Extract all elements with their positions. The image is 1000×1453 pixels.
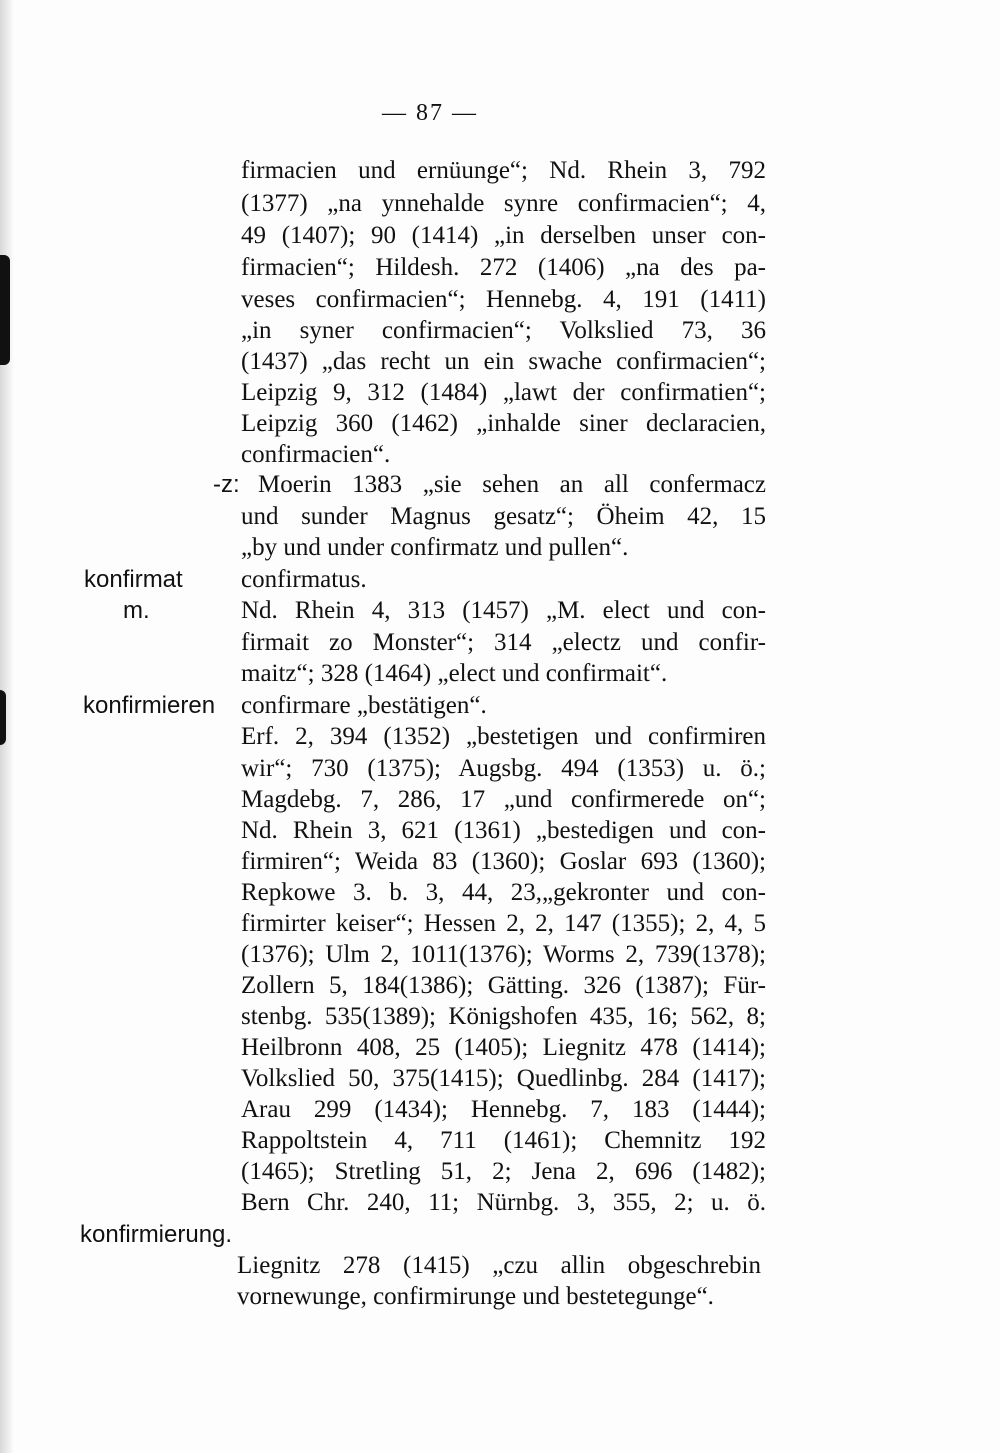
entry-text-line: (1377) „na ynnehalde synre confirmacien“; 4, xyxy=(241,190,766,217)
entry-text-line: Leipzig 360 (1462) „inhalde siner declaracien, xyxy=(241,410,766,437)
entry-text-line: „in syner confirmacien“; Volkslied 73, 36 xyxy=(241,317,766,344)
entry-text-line: confirmacien“. xyxy=(241,441,391,468)
page-number: — 87 — xyxy=(382,100,478,126)
lemma-headword: konfirmierung. xyxy=(80,1221,233,1248)
entry-text-line: firmirter keiser“; Hessen 2, 2, 147 (1355); 2, 4, 5 xyxy=(241,910,766,937)
entry-text-line: veses confirmacien“; Hennebg. 4, 191 (1411) xyxy=(241,286,766,313)
entry-text-line: Repkowe 3. b. 3, 44, 23,„gekronter und con- xyxy=(241,879,766,906)
entry-text-line: maitz“; 328 (1464) „elect und confirmait“. xyxy=(241,660,668,687)
entry-text-line: Heilbronn 408, 25 (1405); Liegnitz 478 (1414); xyxy=(241,1034,766,1061)
entry-text-line: Liegnitz 278 (1415) „czu allin obgeschrebin xyxy=(237,1252,761,1279)
entry-text-line: firmacien“; Hildesh. 272 (1406) „na des pa- xyxy=(241,254,766,281)
binding-mark xyxy=(0,255,10,365)
entry-text-line: Erf. 2, 394 (1352) „bestetigen und confirmiren xyxy=(241,723,766,750)
entry-text-line: Volkslied 50, 375(1415); Quedlinbg. 284 (1417); xyxy=(241,1065,766,1092)
lemma-headword: konfirmat xyxy=(84,566,183,593)
entry-text-line: und sunder Magnus gesatz“; Öheim 42, 15 xyxy=(241,503,766,530)
entry-text-line: 49 (1407); 90 (1414) „in derselben unser con- xyxy=(241,222,766,249)
lemma-headword: konfirmieren xyxy=(83,692,216,719)
entry-text-line: firmait zo Monster“; 314 „electz und confir- xyxy=(241,629,766,656)
entry-text-line: wir“; 730 (1375); Augsbg. 494 (1353) u. ö.; xyxy=(241,755,766,782)
entry-text-line: „by und under confirmatz und pullen“. xyxy=(241,534,629,561)
entry-suffix-label: -z: xyxy=(213,471,240,498)
lemma-gender: m. xyxy=(123,597,150,624)
entry-text-line: Rappoltstein 4, 711 (1461); Chemnitz 192 xyxy=(241,1127,766,1154)
entry-text-line: Arau 299 (1434); Hennebg. 7, 183 (1444); xyxy=(241,1096,766,1123)
entry-text-line: (1465); Stretling 51, 2; Jena 2, 696 (1482); xyxy=(241,1158,766,1185)
entry-text-line: firmiren“; Weida 83 (1360); Goslar 693 (1360); xyxy=(241,848,766,875)
entry-text-line: Leipzig 9, 312 (1484) „lawt der confirmatien“; xyxy=(241,379,766,406)
entry-text-line: Bern Chr. 240, 11; Nürnbg. 3, 355, 2; u. ö. xyxy=(241,1189,766,1216)
entry-text-line: vornewunge, confirmirunge und bestetegunge“. xyxy=(237,1283,714,1310)
entry-text-line: Magdebg. 7, 286, 17 „und confirmerede on“; xyxy=(241,786,766,813)
entry-text-line: stenbg. 535(1389); Königshofen 435, 16; 562, 8; xyxy=(241,1003,766,1030)
entry-text-line: Nd. Rhein 4, 313 (1457) „M. elect und con- xyxy=(241,597,766,624)
entry-text-line: (1437) „das recht un ein swache confirmacien“; xyxy=(241,348,766,375)
entry-text-line: firmacien und ernüunge“; Nd. Rhein 3, 792 xyxy=(241,157,766,184)
entry-text-line: Nd. Rhein 3, 621 (1361) „bestedigen und con- xyxy=(241,817,766,844)
entry-text-line: confirmatus. xyxy=(241,566,367,593)
entry-text-line: Zollern 5, 184(1386); Gätting. 326 (1387); Für- xyxy=(241,972,766,999)
entry-text-line: Moerin 1383 „sie sehen an all confermacz xyxy=(258,471,766,498)
entry-text-line: (1376); Ulm 2, 1011(1376); Worms 2, 739(1378); xyxy=(241,941,766,968)
binding-mark xyxy=(0,690,6,745)
entry-text-line: confirmare „bestätigen“. xyxy=(241,692,487,719)
